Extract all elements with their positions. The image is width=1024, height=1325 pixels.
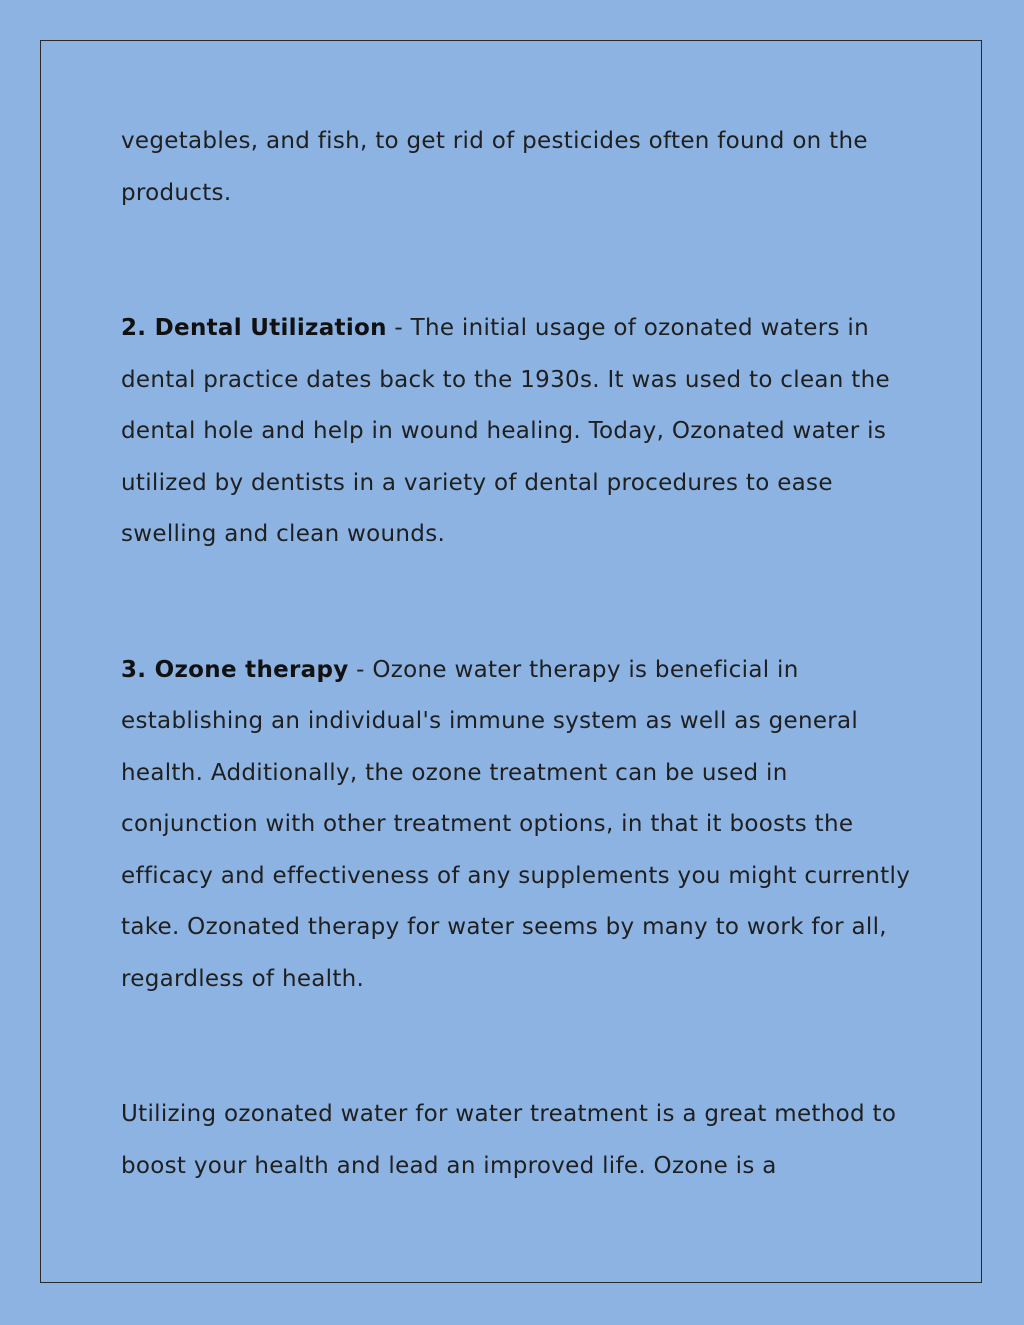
intro-paragraph: vegetables, and fish, to get rid of pesticides often found on the products. xyxy=(121,128,868,206)
heading-separator: - xyxy=(386,315,411,341)
section-body: Ozone water therapy is beneficial in establishing an individual's immune system as well as general health. Additionally, the ozone treatment can be used in conjunction with other treatment options, in that it boosts the efficacy and effectiveness of any supplements you might currently take. Ozonated therapy for water seems by many to work for all, regardless of health. xyxy=(121,656,911,992)
section-heading: 2. Dental Utilization xyxy=(121,315,387,341)
closing-paragraph: Utilizing ozonated water for water treatment is a great method to boost your health and lead an improved life. Ozone is a xyxy=(121,1101,897,1179)
section-body: The initial usage of ozonated waters in dental practice dates back to the 1930s. It was used to clean the dental hole and help in wound healing. Today, Ozonated water is utilized by dentists in a variety of dental procedures to ease swelling and clean wounds. xyxy=(121,315,890,547)
section-ozone-therapy xyxy=(121,645,911,1006)
document-body xyxy=(121,116,911,1192)
section-dental-utilization xyxy=(121,303,911,561)
heading-separator: - xyxy=(348,656,373,683)
section-heading: 3. Ozone therapy xyxy=(121,656,349,683)
